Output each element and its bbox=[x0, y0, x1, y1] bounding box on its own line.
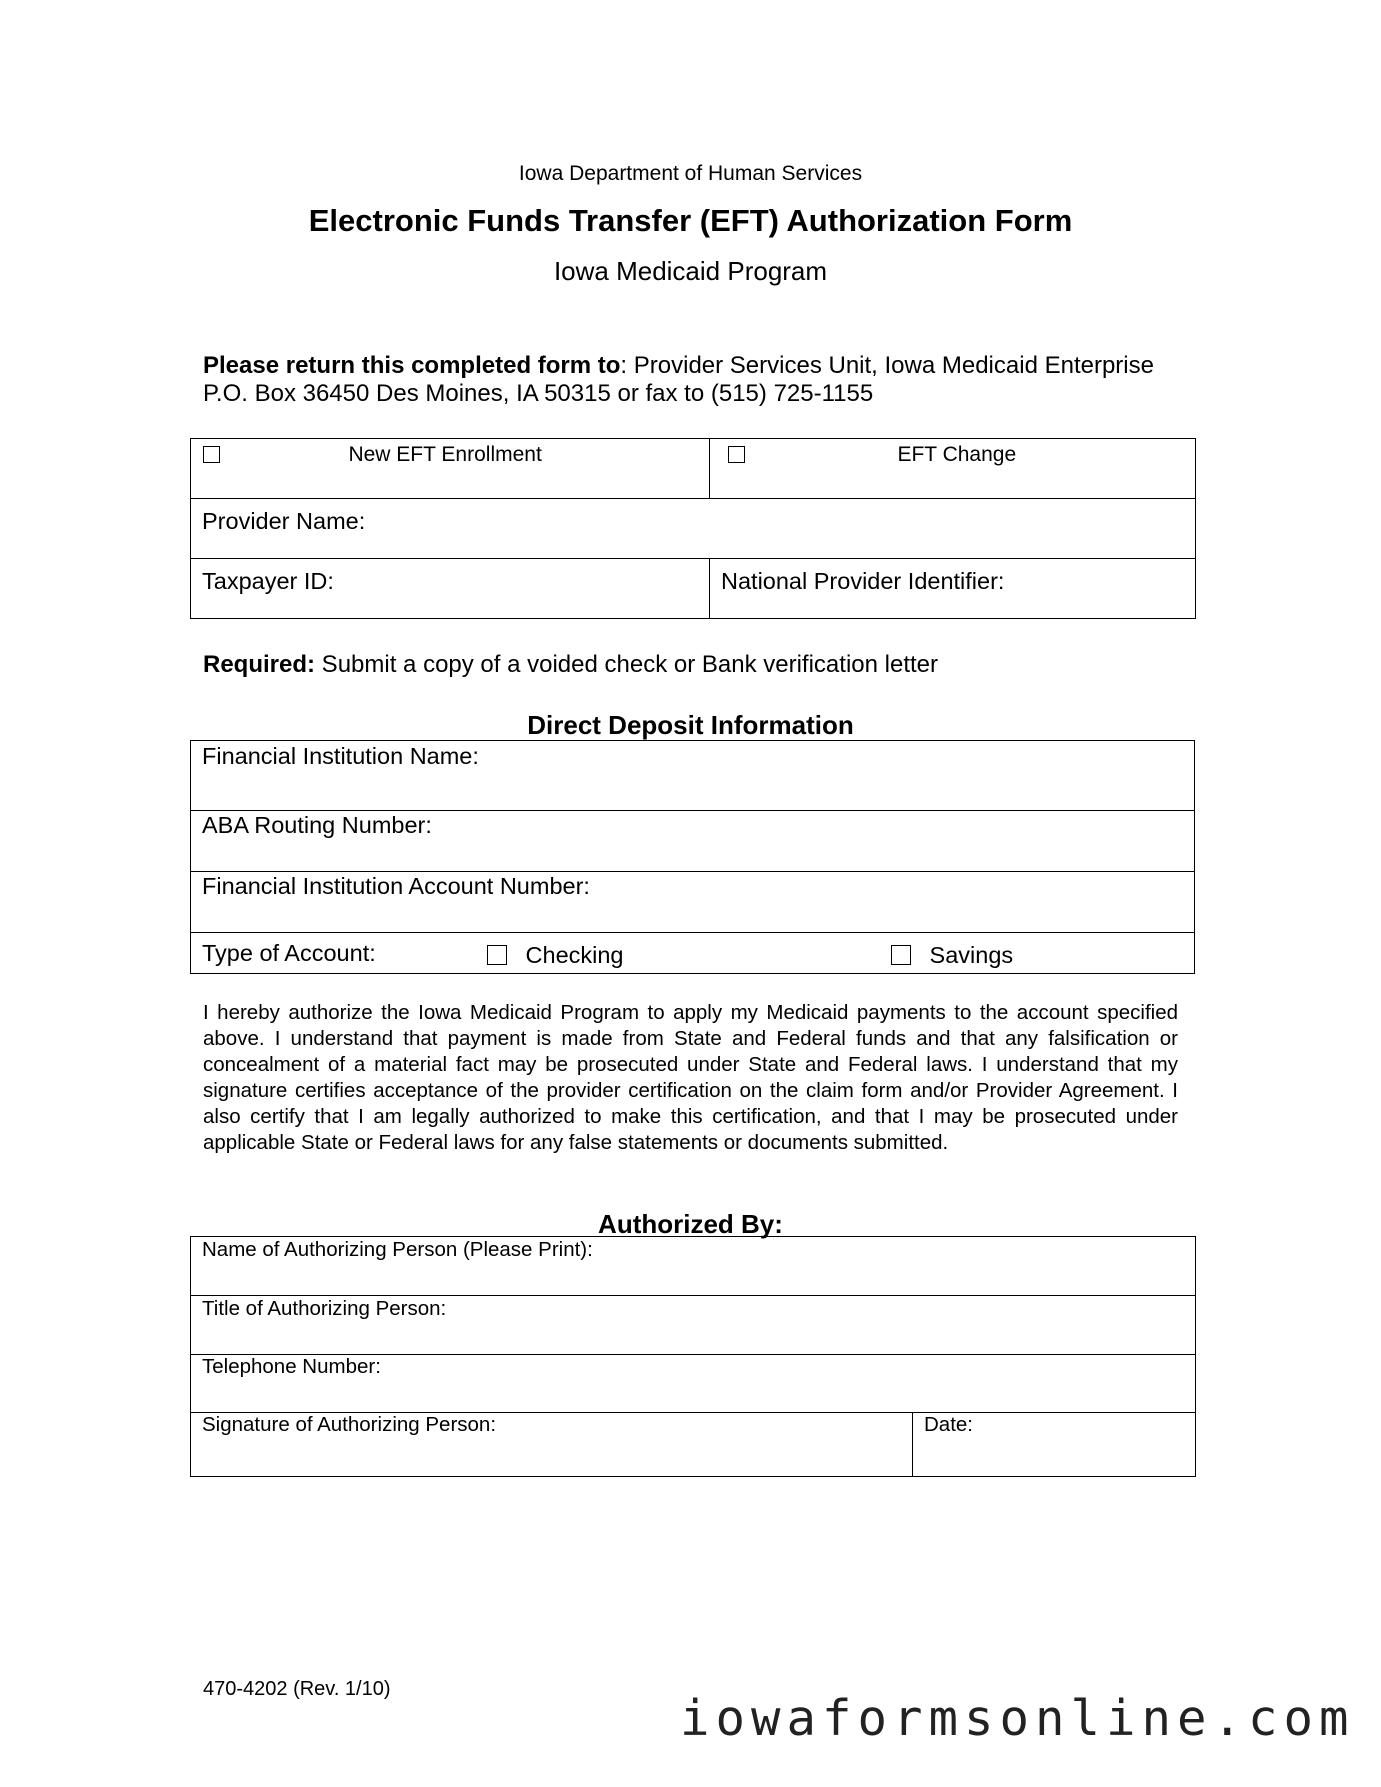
npi-field[interactable] bbox=[710, 559, 1196, 619]
program-name: Iowa Medicaid Program bbox=[553, 256, 828, 286]
npi-label: National Provider Identifier: bbox=[721, 568, 1005, 594]
date-label: Date: bbox=[924, 1413, 973, 1436]
routing-number-field[interactable] bbox=[191, 811, 1195, 872]
signature-label: Signature of Authorizing Person: bbox=[202, 1413, 497, 1436]
eft-change-label: EFT Change bbox=[897, 443, 1017, 466]
direct-deposit-table bbox=[190, 740, 1195, 974]
required-label: Required: bbox=[203, 651, 316, 678]
account-type-label: Type of Account: bbox=[202, 940, 376, 966]
savings-label: Savings bbox=[929, 942, 1014, 968]
required-text: Submit a copy of a voided check or Bank verification letter bbox=[315, 651, 938, 678]
website-watermark: iowaformsonline.com bbox=[680, 1690, 1355, 1747]
telephone-label: Telephone Number: bbox=[202, 1355, 381, 1378]
institution-name-field[interactable] bbox=[191, 741, 1195, 811]
return-instructions bbox=[203, 352, 1203, 408]
new-enrollment-label: New EFT Enrollment bbox=[348, 443, 542, 466]
account-number-label: Financial Institution Account Number: bbox=[202, 873, 590, 899]
return-address: : Provider Services Unit, Iowa Medicaid Enterprise P.O. Box 36450 Des Moines, IA 50315 or fax to (515) 725-1155 bbox=[203, 352, 1154, 407]
authorizing-name-label: Name of Authorizing Person (Please Print): bbox=[202, 1238, 593, 1261]
provider-table bbox=[190, 438, 1196, 619]
eft-change-cell[interactable] bbox=[710, 439, 1196, 499]
form-title: Electronic Funds Transfer (EFT) Authorization Form bbox=[308, 203, 1073, 238]
date-field[interactable] bbox=[913, 1413, 1196, 1477]
account-number-field[interactable] bbox=[191, 872, 1195, 933]
authorizing-title-label: Title of Authorizing Person: bbox=[202, 1297, 447, 1320]
institution-name-label: Financial Institution Name: bbox=[202, 743, 479, 769]
savings-option[interactable] bbox=[891, 942, 1013, 969]
telephone-field[interactable] bbox=[191, 1355, 1196, 1413]
routing-number-label: ABA Routing Number: bbox=[202, 812, 432, 838]
new-enrollment-checkbox[interactable] bbox=[203, 446, 220, 463]
taxpayer-id-label: Taxpayer ID: bbox=[202, 568, 334, 594]
account-type-row bbox=[191, 933, 1195, 974]
authorizing-title-field[interactable] bbox=[191, 1296, 1196, 1355]
authorizing-name-field[interactable] bbox=[191, 1237, 1196, 1296]
authorized-table bbox=[190, 1236, 1196, 1477]
new-enrollment-cell[interactable] bbox=[191, 439, 710, 499]
return-label: Please return this completed form to bbox=[203, 352, 621, 379]
savings-checkbox[interactable] bbox=[891, 945, 911, 965]
checking-checkbox[interactable] bbox=[487, 945, 507, 965]
authorized-by-title: Authorized By: bbox=[598, 1209, 783, 1239]
provider-name-label: Provider Name: bbox=[202, 508, 366, 534]
eft-change-checkbox[interactable] bbox=[728, 446, 745, 463]
checking-label: Checking bbox=[525, 942, 624, 968]
signature-field[interactable] bbox=[191, 1413, 913, 1477]
checking-option[interactable] bbox=[487, 942, 624, 969]
provider-name-field[interactable] bbox=[191, 499, 1196, 559]
direct-deposit-title: Direct Deposit Information bbox=[527, 710, 854, 740]
certification-statement: I hereby authorize the Iowa Medicaid Program to apply my Medicaid payments to the account specified above. I understand that payment is made from State and Federal funds and that any falsification or concealment of a material fact may be prosecuted under State and Federal laws. I understand that my signature certifies acceptance of the provider certification on the claim form and/or Provider Agreement. I also certify that I am legally authorized to make this certification, and that I may be prosecuted under applicable State or Federal laws for any false statements or documents submitted. bbox=[203, 1001, 1178, 1154]
taxpayer-id-field[interactable] bbox=[191, 559, 710, 619]
agency-name: Iowa Department of Human Services bbox=[518, 162, 863, 185]
required-note bbox=[203, 651, 938, 679]
form-number: 470-4202 (Rev. 1/10) bbox=[203, 1678, 391, 1700]
